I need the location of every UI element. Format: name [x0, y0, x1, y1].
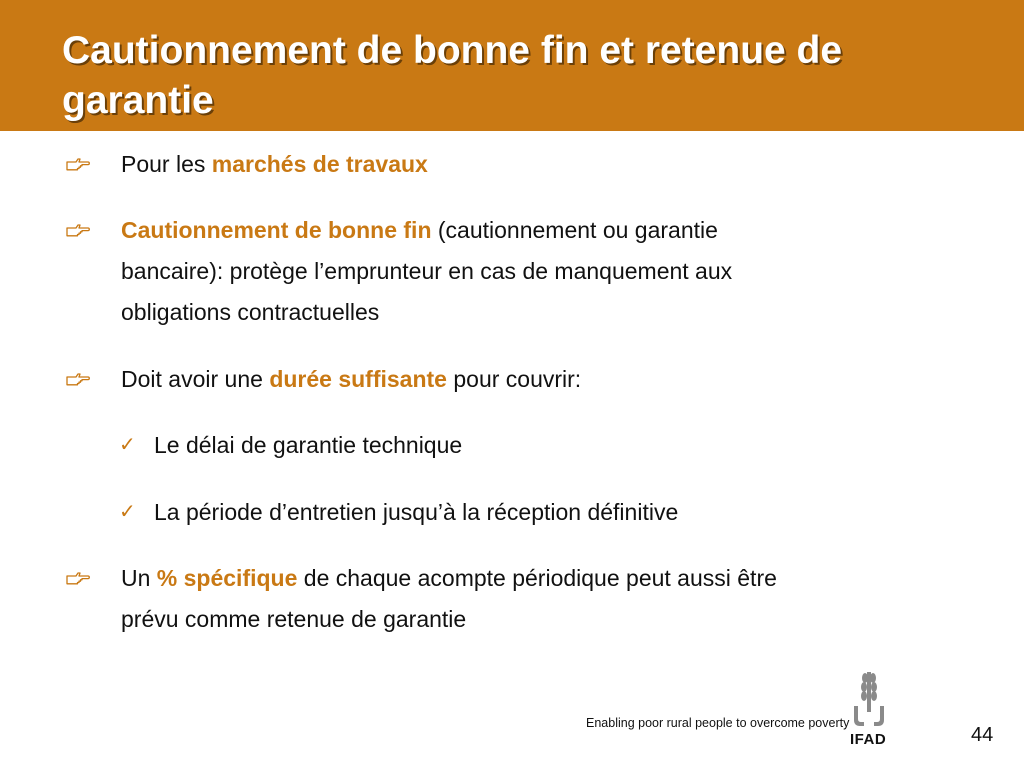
bullet-text: La période d’entretien jusqu’à la réception définitive	[154, 499, 679, 525]
pointing-hand-icon	[66, 558, 90, 585]
bullet-text: prévu comme retenue de garantie	[121, 606, 467, 632]
pointing-hand-icon	[66, 210, 90, 237]
bullet-cautionnement-bonne-fin	[121, 210, 961, 333]
bullet-text: Le délai de garantie technique	[154, 432, 463, 458]
bullet-marches-de-travaux	[121, 144, 961, 185]
bullet-line	[121, 359, 961, 400]
highlight-text: marchés de travaux	[211, 151, 428, 177]
pointing-hand-icon	[66, 144, 90, 171]
bullet-duree-suffisante	[121, 359, 961, 400]
sub-bullet-periode-entretien	[154, 492, 974, 533]
bullet-text: bancaire): protège l’emprunteur en cas de manquement aux	[121, 258, 733, 284]
page-number: 44	[971, 724, 994, 746]
checkmark-icon: ✓	[119, 434, 136, 456]
bullet-line	[121, 210, 961, 251]
highlight-text: % spécifique	[156, 565, 298, 591]
bullet-text: obligations contractuelles	[121, 299, 380, 325]
bullet-line	[121, 292, 961, 333]
bullet-line	[121, 144, 961, 185]
bullet-text: (cautionnement ou garantie	[431, 217, 718, 243]
bullet-line	[121, 251, 961, 292]
bullet-line	[121, 558, 961, 599]
sub-bullet-delai-garantie	[154, 425, 974, 466]
bullet-line	[121, 599, 961, 640]
pointing-hand-icon	[66, 359, 90, 386]
bullet-pourcentage-specifique	[121, 558, 961, 640]
highlight-text: Cautionnement de bonne fin	[121, 217, 432, 243]
highlight-text: durée suffisante	[269, 366, 447, 392]
bullet-text: de chaque acompte périodique peut aussi être	[297, 565, 777, 591]
footer-tagline: Enabling poor rural people to overcome poverty	[586, 716, 850, 730]
bullet-text: Un	[121, 565, 157, 591]
bullet-line	[154, 425, 974, 466]
bullet-text: Pour les	[121, 151, 212, 177]
bullet-line	[154, 492, 974, 533]
bullet-text: pour couvrir:	[446, 366, 582, 392]
ifad-logo-text: IFAD	[850, 731, 887, 748]
bullet-text: Doit avoir une	[121, 366, 270, 392]
slide-title: Cautionnement de bonne fin et retenue de garantie	[62, 29, 843, 122]
checkmark-icon: ✓	[119, 501, 136, 523]
